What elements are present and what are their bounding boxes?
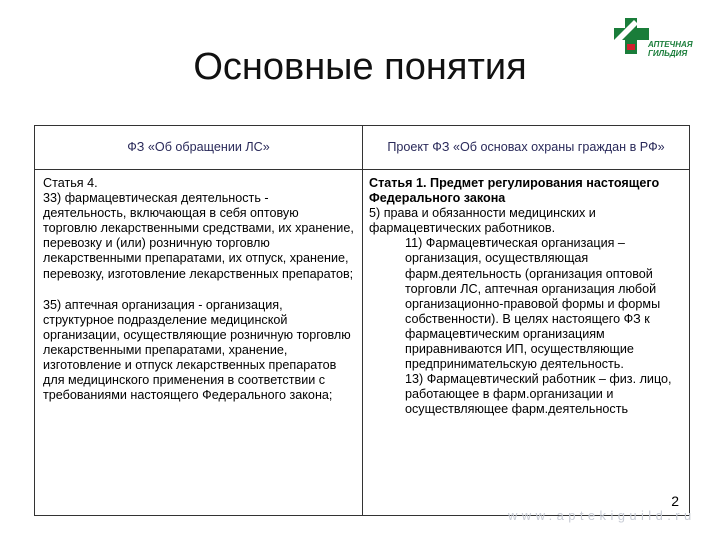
slide-title: Основные понятия <box>193 46 527 88</box>
right-paragraph-5: 5) права и обязанности медицинских и фармацевтических работников. <box>369 206 596 236</box>
right-article-heading: Статья 1. Предмет регулирования настоящего Федерального закона <box>369 176 660 206</box>
left-column <box>35 170 363 516</box>
website-watermark: www.aptekiguild.ru <box>508 508 696 523</box>
logo-text-line2: ГИЛЬДИЯ <box>648 49 688 58</box>
logo-text <box>648 40 710 58</box>
right-paragraph-13: 13) Фармацевтический работник – физ. лицо, работающее в фарм.организации и осуществляющее фарм.деятельность <box>405 372 672 417</box>
aptechnaya-gildiya-logo <box>612 16 708 62</box>
left-paragraph-33: 33) фармацевтическая деятельность - деятельность, включающая в себя оптовую торговлю лекарственными средствами, их хранение, перевозку и (или) розничную торговлю лекарственными препаратами, их отпуск, хранение, перевозку, изготовление лекарственных препаратов; <box>43 191 354 281</box>
table-body-row <box>35 170 690 516</box>
header-left: ФЗ «Об обращении ЛС» <box>35 126 363 170</box>
table-header-row <box>35 126 690 170</box>
header-right: Проект ФЗ «Об основах охраны граждан в РФ» <box>363 126 690 170</box>
slide-number: 2 <box>671 492 679 509</box>
right-paragraph-11: 11) Фармацевтическая организация – организация, осуществляющая фарм.деятельность (организация оптовой торговли ЛС, аптечная организация любой организационно-правовой формы и формы собственности). В целях настоящего ФЗ к фармацевтическим организациям приравниваются ИП, осуществляющие предпринимательскую деятельность. <box>405 236 661 372</box>
left-article-heading: Статья 4. <box>43 176 98 190</box>
left-paragraph-35: 35) аптечная организация - организация, структурное подразделение медицинской организации, осуществляющие розничную торговлю лекарственными препаратами, хранение, изготовление и отпуск лекарственных препаратов для медицинского применения в соответствии с требованиями настоящего Федерального закона; <box>43 297 351 403</box>
right-column <box>363 170 690 516</box>
comparison-table <box>34 125 690 516</box>
cross-logo-icon <box>612 16 652 58</box>
logo-text-line1: АПТЕЧНАЯ <box>648 40 693 49</box>
